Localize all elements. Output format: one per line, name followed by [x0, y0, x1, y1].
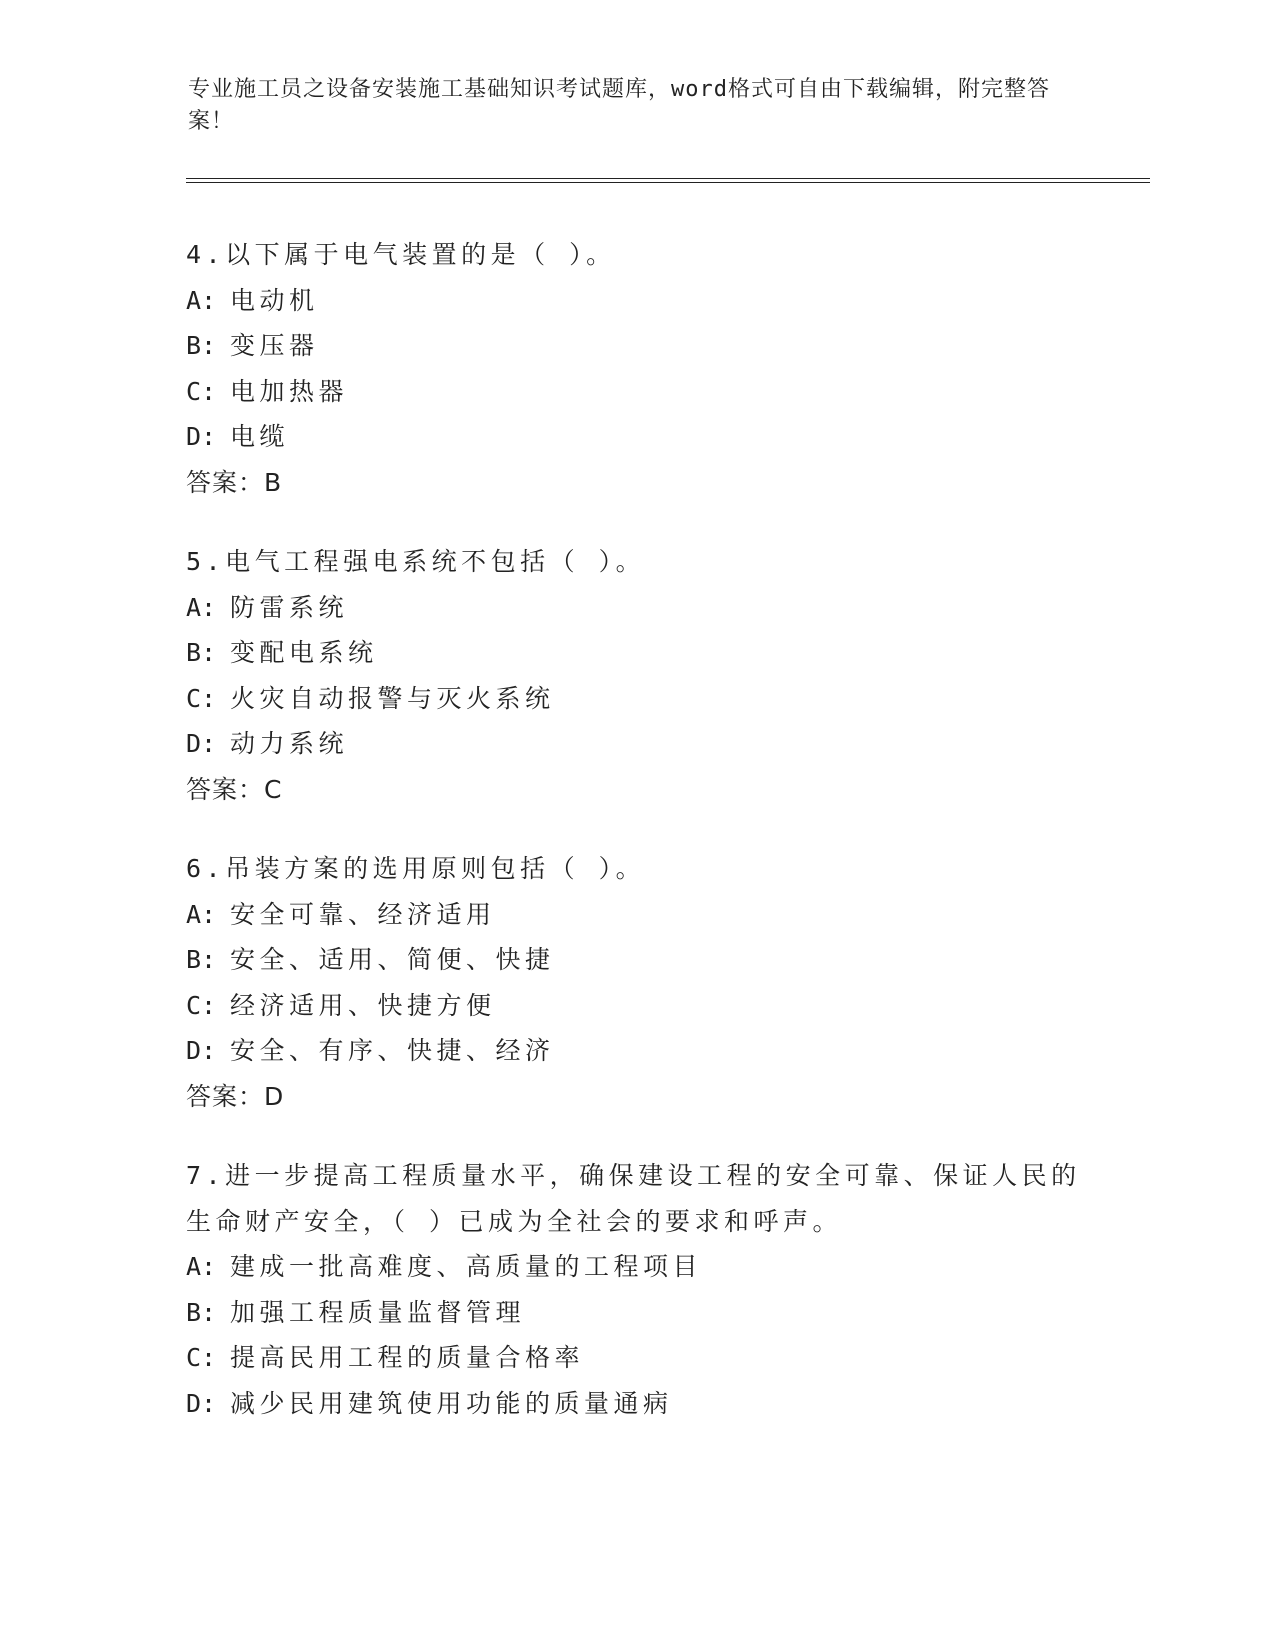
option-key: B: — [186, 945, 217, 974]
option-d — [186, 1381, 1086, 1427]
option-text: 变配电系统 — [230, 638, 378, 667]
document-header: 专业施工员之设备安装施工基础知识考试题库，word格式可自由下载编辑，附完整答案！ — [188, 77, 1050, 134]
option-b — [186, 1290, 1086, 1336]
option-key: C: — [186, 990, 217, 1020]
option-d — [186, 721, 1086, 767]
option-key: C: — [186, 683, 217, 713]
option-d — [186, 1028, 1086, 1074]
option-d — [186, 414, 1086, 460]
option-c — [186, 1335, 1086, 1381]
question-6 — [186, 846, 1086, 1119]
answer-line: 答案：D — [186, 1081, 285, 1111]
option-key: D: — [186, 729, 217, 758]
option-a — [186, 892, 1086, 938]
header-rule-bottom — [186, 182, 1150, 183]
question-text: 6.吊装方案的选用原则包括（ ）。 — [186, 854, 646, 883]
option-c — [186, 983, 1086, 1029]
option-key: B: — [186, 1297, 217, 1327]
option-key: C: — [186, 376, 217, 406]
question-7 — [186, 1153, 1086, 1426]
question-4 — [186, 232, 1086, 505]
question-list — [186, 232, 1086, 1460]
option-a — [186, 278, 1086, 324]
option-c — [186, 369, 1086, 415]
option-a — [186, 1244, 1086, 1290]
option-text: 安全、有序、快捷、经济 — [230, 1036, 555, 1065]
option-b — [186, 937, 1086, 983]
option-text: 安全可靠、经济适用 — [230, 899, 496, 929]
option-text: 动力系统 — [230, 729, 349, 758]
option-a — [186, 585, 1086, 631]
answer-line: 答案：C — [186, 774, 283, 804]
answer-line: 答案：B — [186, 467, 283, 497]
option-text: 电动机 — [230, 285, 319, 315]
option-key: A: — [186, 285, 217, 315]
option-text: 建成一批高难度、高质量的工程项目 — [230, 1252, 703, 1281]
option-text: 安全、适用、简便、快捷 — [230, 945, 555, 974]
option-text: 防雷系统 — [230, 592, 349, 622]
question-text: 5.电气工程强电系统不包括（ ）。 — [186, 547, 646, 576]
option-text: 减少民用建筑使用功能的质量通病 — [230, 1388, 673, 1418]
option-text: 提高民用工程的质量合格率 — [230, 1343, 585, 1372]
option-key: C: — [186, 1343, 217, 1372]
option-key: B: — [186, 331, 217, 360]
option-b — [186, 630, 1086, 676]
option-text: 电加热器 — [230, 376, 349, 406]
option-key: A: — [186, 1252, 217, 1281]
option-text: 电缆 — [230, 422, 290, 451]
option-text: 经济适用、快捷方便 — [230, 990, 496, 1020]
option-key: D: — [186, 422, 217, 451]
option-text: 火灾自动报警与灭火系统 — [230, 683, 555, 713]
option-key: A: — [186, 592, 217, 622]
option-key: D: — [186, 1036, 217, 1065]
option-key: D: — [186, 1388, 217, 1418]
question-5 — [186, 539, 1086, 812]
question-text: 4.以下属于电气装置的是（ ）。 — [186, 240, 616, 269]
option-key: A: — [186, 899, 217, 929]
question-text: 7.进一步提高工程质量水平，确保建设工程的安全可靠、保证人民的生命财产安全，（ ）已成为全社会的要求和呼声。 — [186, 1161, 1081, 1236]
option-text: 变压器 — [230, 331, 319, 360]
option-c — [186, 676, 1086, 722]
option-key: B: — [186, 638, 217, 667]
option-text: 加强工程质量监督管理 — [230, 1297, 526, 1327]
header-rule-top — [186, 178, 1150, 179]
option-b — [186, 323, 1086, 369]
